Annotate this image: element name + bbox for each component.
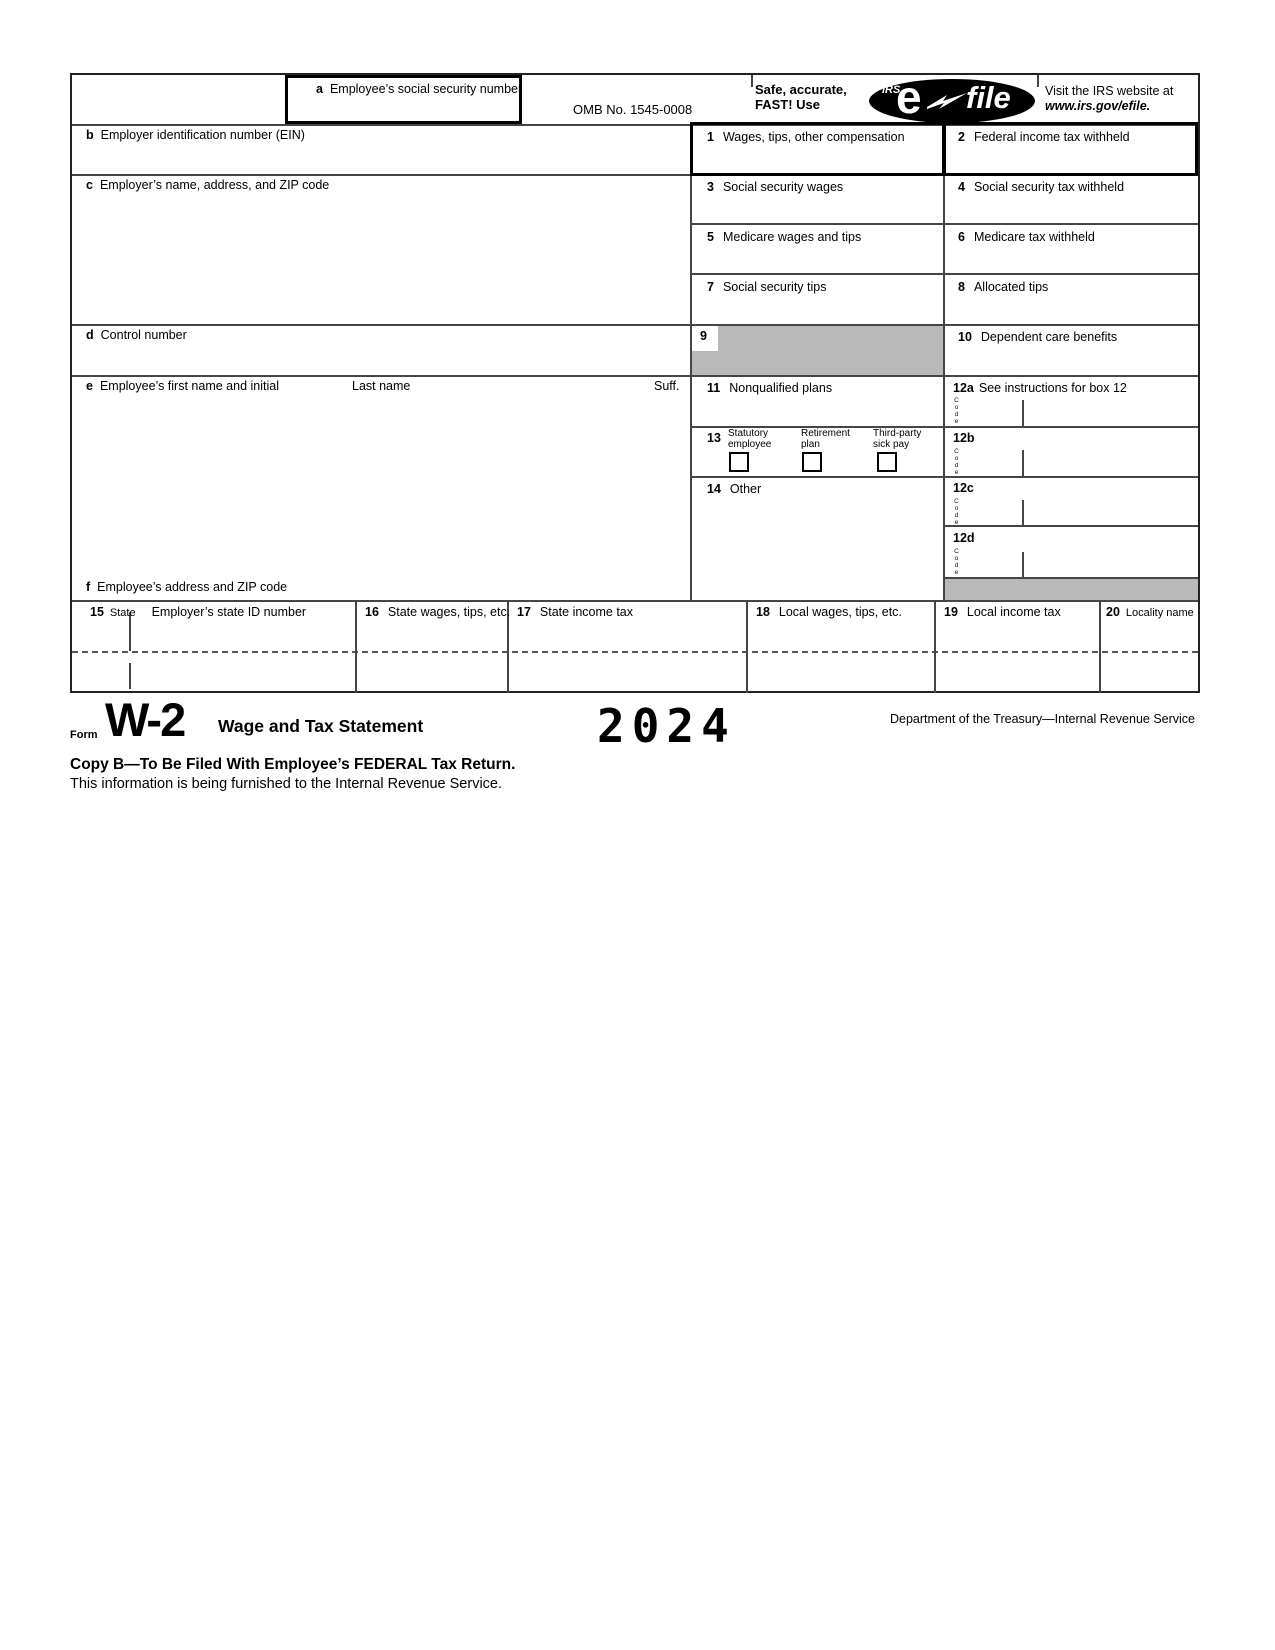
box-c-input[interactable] bbox=[76, 193, 686, 321]
form-word: Form bbox=[70, 729, 98, 741]
box-a-label: a Employee’s social security number bbox=[316, 82, 523, 96]
box-11-label: 11 Nonqualified plans bbox=[707, 381, 833, 395]
box-4-input[interactable] bbox=[947, 193, 1192, 221]
box-17-input-row2[interactable] bbox=[511, 655, 742, 689]
box-11-input[interactable] bbox=[694, 395, 939, 423]
box-8-label: 8 Allocated tips bbox=[958, 280, 1049, 294]
grid-line bbox=[934, 600, 936, 693]
retirement-plan-label: Retirement plan bbox=[801, 428, 850, 450]
irs-efile-logo bbox=[869, 71, 1035, 123]
grid-line bbox=[943, 124, 945, 600]
w2-form bbox=[70, 73, 1200, 693]
suffix-label: Suff. bbox=[654, 379, 680, 393]
box-12d-amount-input[interactable] bbox=[1027, 550, 1192, 575]
dashed-divider bbox=[72, 651, 1198, 653]
box-12b-amount-input[interactable] bbox=[1027, 448, 1192, 474]
box-12d-code-label: Code bbox=[953, 548, 960, 576]
box-14-input[interactable] bbox=[694, 495, 939, 595]
box-19-label: 19 Local income tax bbox=[944, 605, 1061, 619]
box-2-label: 2 Federal income tax withheld bbox=[958, 130, 1130, 144]
box-b-input[interactable] bbox=[76, 143, 686, 171]
box-1-label: 1 Wages, tips, other compensation bbox=[707, 130, 905, 144]
box-12d-label: 12d bbox=[953, 531, 975, 545]
grid-line bbox=[72, 375, 1198, 377]
irs-logo-text: IRS bbox=[882, 84, 901, 96]
box-17-input-row1[interactable] bbox=[511, 621, 742, 649]
box-e-f-input[interactable] bbox=[76, 395, 686, 575]
box-16-input-row2[interactable] bbox=[359, 655, 503, 689]
visit-irs-text: Visit the IRS website at www.irs.gov/efile. bbox=[1045, 84, 1174, 113]
box-18-input-row2[interactable] bbox=[750, 655, 930, 689]
box-19-input-row1[interactable] bbox=[938, 621, 1095, 649]
last-name-label: Last name bbox=[352, 379, 411, 393]
box-12a-code-input[interactable] bbox=[962, 397, 1020, 423]
grid-line bbox=[746, 600, 748, 693]
grid-line bbox=[72, 600, 1198, 602]
box-3-label: 3 Social security wages bbox=[707, 180, 844, 194]
retirement-plan-checkbox[interactable] bbox=[802, 452, 822, 472]
box-15-state-input-row1[interactable] bbox=[76, 621, 126, 649]
box-d-label: d Control number bbox=[86, 328, 187, 342]
box-17-label: 17 State income tax bbox=[517, 605, 634, 619]
lightning-bolt-icon bbox=[927, 92, 967, 110]
box-9-shaded-area bbox=[692, 326, 943, 375]
box-7-label: 7 Social security tips bbox=[707, 280, 827, 294]
box-16-input-row1[interactable] bbox=[359, 621, 503, 649]
form-id: W-2 bbox=[105, 693, 185, 746]
box-18-input-row1[interactable] bbox=[750, 621, 930, 649]
grid-line bbox=[72, 324, 1198, 326]
box-10-label: 10 Dependent care benefits bbox=[958, 330, 1118, 344]
box-20-label: 20 Locality name bbox=[1106, 605, 1194, 619]
code-divider bbox=[1022, 500, 1024, 525]
department-text: Department of the Treasury—Internal Revenue Service bbox=[889, 712, 1195, 726]
efile-tagline: Safe, accurate, FAST! Use bbox=[755, 82, 847, 112]
copy-b-text: Copy B—To Be Filed With Employee’s FEDERAL Tax Return. bbox=[70, 756, 516, 773]
box-d-input[interactable] bbox=[76, 343, 686, 371]
box-2-input[interactable] bbox=[947, 141, 1192, 171]
form-title: Wage and Tax Statement bbox=[218, 716, 424, 736]
box-10-input[interactable] bbox=[947, 343, 1192, 371]
box-3-input[interactable] bbox=[694, 193, 939, 221]
box-15-label: 15 State Employer’s state ID number bbox=[90, 605, 307, 619]
box-12b-label: 12b bbox=[953, 431, 975, 445]
box-6-label: 6 Medicare tax withheld bbox=[958, 230, 1095, 244]
box-6-input[interactable] bbox=[947, 243, 1192, 271]
box-b-label: b Employer identification number (EIN) bbox=[86, 128, 305, 142]
omb-number: OMB No. 1545-0008 bbox=[573, 102, 693, 117]
box-15-ein-input-row2[interactable] bbox=[134, 655, 352, 689]
efile-e: e bbox=[896, 71, 922, 123]
box-14-label: 14 Other bbox=[707, 482, 762, 496]
grid-line bbox=[355, 600, 357, 693]
code-divider bbox=[1022, 450, 1024, 476]
box-e-label: e Employee’s first name and initial bbox=[86, 379, 279, 393]
efile-file: file bbox=[966, 80, 1011, 115]
box-4-label: 4 Social security tax withheld bbox=[958, 180, 1125, 194]
box-12b-code-label: Code bbox=[953, 448, 960, 476]
state-divider-tick bbox=[129, 663, 131, 689]
box-1-input[interactable] bbox=[694, 141, 939, 171]
box-12b-code-input[interactable] bbox=[962, 448, 1020, 474]
box-13-label: 13 bbox=[707, 431, 721, 445]
box-12a-code-label: Code bbox=[953, 397, 960, 425]
box-15-state-input-row2[interactable] bbox=[76, 655, 126, 689]
box-15-ein-input-row1[interactable] bbox=[134, 621, 352, 649]
box-c-label: c Employer’s name, address, and ZIP code bbox=[86, 178, 330, 192]
box-19-input-row2[interactable] bbox=[938, 655, 1095, 689]
shaded-strip bbox=[945, 579, 1198, 600]
statutory-employee-checkbox[interactable] bbox=[729, 452, 749, 472]
box-12c-code-input[interactable] bbox=[962, 498, 1020, 523]
box-16-label: 16 State wages, tips, etc. bbox=[365, 605, 511, 619]
box-18-label: 18 Local wages, tips, etc. bbox=[756, 605, 902, 619]
third-party-sick-pay-label: Third-party sick pay bbox=[873, 428, 922, 450]
tick-mark bbox=[1037, 75, 1039, 87]
box-9-label: 9 bbox=[700, 329, 707, 343]
box-5-input[interactable] bbox=[694, 243, 939, 271]
box-5-label: 5 Medicare wages and tips bbox=[707, 230, 862, 244]
box-12c-amount-input[interactable] bbox=[1027, 498, 1192, 523]
furnished-info-text: This information is being furnished to the Internal Revenue Service. bbox=[70, 776, 503, 792]
box-12c-code-label: Code bbox=[953, 498, 960, 526]
grid-line bbox=[943, 525, 1198, 527]
box-12d-code-input[interactable] bbox=[962, 550, 1020, 575]
box-7-input[interactable] bbox=[694, 293, 939, 321]
box-12a-amount-input[interactable] bbox=[1027, 397, 1192, 423]
box-f-label: f Employee’s address and ZIP code bbox=[86, 580, 288, 594]
box-20-input-row1[interactable] bbox=[1103, 621, 1195, 649]
box-12a-label: 12a See instructions for box 12 bbox=[953, 381, 1127, 395]
box-8-input[interactable] bbox=[947, 293, 1192, 321]
third-party-sick-pay-checkbox[interactable] bbox=[877, 452, 897, 472]
grid-line bbox=[1099, 600, 1101, 693]
code-divider bbox=[1022, 400, 1024, 426]
box-a-input[interactable] bbox=[288, 93, 518, 121]
box-12c-label: 12c bbox=[953, 481, 974, 495]
code-divider bbox=[1022, 552, 1024, 577]
tax-year: 2024 bbox=[597, 699, 736, 753]
tick-mark bbox=[751, 75, 753, 87]
statutory-employee-label: Statutory employee bbox=[728, 428, 772, 450]
box-20-input-row2[interactable] bbox=[1103, 655, 1195, 689]
